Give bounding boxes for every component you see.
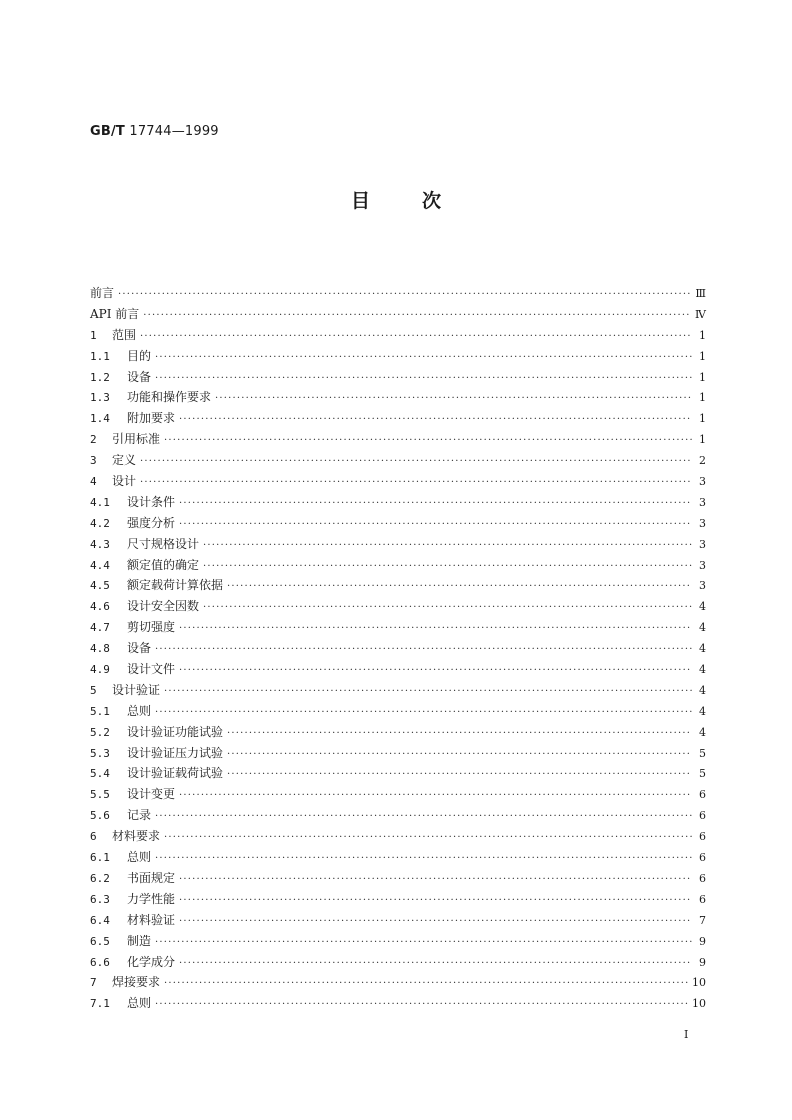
toc-entry[interactable]	[90, 681, 706, 702]
toc-entry-number: 1.2	[90, 370, 110, 384]
toc-entry-page: 1	[699, 349, 706, 363]
toc-entry-label: 强度分析	[127, 515, 176, 530]
toc-entry[interactable]	[90, 723, 706, 744]
toc-entry-page: Ⅳ	[695, 307, 706, 321]
toc-dot-leader	[155, 812, 692, 822]
toc-entry[interactable]	[90, 639, 706, 660]
toc-dot-leader	[179, 520, 692, 530]
toc-entry[interactable]	[90, 890, 706, 911]
toc-entry-label: 制造	[127, 933, 152, 948]
toc-entry[interactable]	[90, 472, 706, 493]
toc-entry-number: 7.1	[90, 997, 110, 1011]
toc-entry[interactable]	[90, 827, 706, 848]
toc-dot-leader	[227, 582, 692, 592]
toc-entry-label: 设计验证功能试验	[127, 724, 224, 739]
toc-entry-page: 4	[699, 683, 706, 697]
toc-dot-leader	[164, 979, 688, 989]
toc-entry-number: 4.4	[90, 558, 110, 572]
toc-entry[interactable]	[90, 305, 706, 326]
toc-dot-leader	[179, 875, 692, 885]
toc-entry-number: 4.9	[90, 663, 110, 677]
toc-entry-label: 设计条件	[127, 494, 176, 509]
toc-entry-label: 设计	[112, 474, 137, 489]
toc-entry-number: 5.5	[90, 788, 110, 802]
toc-entry[interactable]	[90, 932, 706, 953]
page-title	[0, 186, 792, 213]
toc-entry-number: 4	[90, 475, 97, 489]
toc-entry-number: 2	[90, 433, 97, 447]
toc-entry[interactable]	[90, 660, 706, 681]
toc-entry[interactable]	[90, 702, 706, 723]
toc-entry-page: 6	[699, 851, 706, 865]
toc-entry-number: 1.4	[90, 412, 110, 426]
standard-number: 17744—1999	[129, 124, 219, 139]
toc-entry-page: 3	[699, 516, 706, 530]
toc-entry-page: 3	[699, 579, 706, 593]
toc-dot-leader	[155, 938, 692, 948]
toc-entry-number: 1	[90, 328, 97, 342]
toc-dot-leader	[203, 603, 692, 613]
toc-entry[interactable]	[90, 785, 706, 806]
toc-entry[interactable]	[90, 535, 706, 556]
toc-entry-page: 7	[699, 913, 706, 927]
toc-entry-label: 设计变更	[127, 787, 176, 802]
toc-dot-leader	[155, 854, 692, 864]
toc-dot-leader	[140, 478, 692, 488]
toc-entry-number: 4.2	[90, 516, 110, 530]
toc-entry-page: 1	[699, 370, 706, 384]
toc-entry-label: 剪切强度	[127, 620, 176, 635]
toc-dot-leader	[118, 290, 691, 300]
toc-entry-label: 前言	[90, 286, 115, 300]
toc-entry[interactable]	[90, 388, 706, 409]
toc-entry-label: API 前言	[90, 306, 140, 321]
toc-entry-label: 设备	[127, 641, 152, 656]
toc-entry[interactable]	[90, 451, 706, 472]
toc-entry[interactable]	[90, 347, 706, 368]
toc-entry-number: 5	[90, 683, 97, 697]
toc-entry-label: 总则	[127, 996, 152, 1011]
toc-dot-leader	[140, 457, 692, 467]
toc-dot-leader	[155, 1000, 688, 1010]
toc-entry[interactable]	[90, 764, 706, 785]
toc-entry-label: 设计验证压力试验	[127, 745, 224, 760]
toc-entry[interactable]	[90, 911, 706, 932]
toc-entry-page: 1	[699, 328, 706, 342]
toc-entry-page: 1	[699, 412, 706, 426]
toc-entry-number: 5.3	[90, 746, 110, 760]
toc-entry[interactable]	[90, 514, 706, 535]
toc-entry-page: 5	[699, 746, 706, 760]
toc-entry-label: 化学成分	[127, 954, 176, 969]
toc-dot-leader	[179, 959, 692, 969]
toc-entry[interactable]	[90, 618, 706, 639]
toc-entry-label: 引用标准	[112, 432, 161, 447]
toc-entry-number: 5.4	[90, 767, 110, 781]
toc-entry-page: 4	[699, 663, 706, 677]
toc-entry-page: 4	[699, 621, 706, 635]
toc-dot-leader	[227, 770, 692, 780]
toc-entry-page: 4	[699, 642, 706, 656]
toc-entry-number: 5.1	[90, 704, 110, 718]
toc-entry-page: 1	[699, 391, 706, 405]
toc-entry-label: 设计验证	[112, 682, 161, 697]
toc-entry-page: 4	[699, 704, 706, 718]
toc-dot-leader	[164, 833, 692, 843]
toc-entry[interactable]	[90, 576, 706, 597]
toc-entry-page: 6	[699, 809, 706, 823]
toc-entry-page: 1	[699, 433, 706, 447]
toc-dot-leader	[179, 666, 692, 676]
toc-entry-page: 10	[692, 997, 706, 1011]
toc-entry[interactable]	[90, 953, 706, 974]
toc-entry-label: 材料验证	[127, 912, 176, 927]
toc-entry-label: 记录	[127, 808, 152, 823]
toc-entry-page: 3	[699, 537, 706, 551]
toc-entry-label: 附加要求	[127, 411, 176, 426]
toc-dot-leader	[179, 499, 692, 509]
standard-header	[90, 124, 219, 139]
toc-entry-label: 范围	[112, 327, 137, 342]
toc-entry-number: 1.1	[90, 349, 110, 363]
toc-entry-page: 6	[699, 892, 706, 906]
toc-entry[interactable]	[90, 430, 706, 451]
toc-entry-label: 设备	[127, 369, 152, 384]
toc-entry-number: 3	[90, 454, 97, 468]
toc-entry-page: 3	[699, 495, 706, 509]
toc-entry-number: 6.5	[90, 934, 110, 948]
toc-entry-number: 4.3	[90, 537, 110, 551]
toc-entry-number: 6.3	[90, 892, 110, 906]
toc-entry-label: 设计安全因数	[127, 599, 200, 614]
table-of-contents	[90, 284, 706, 1015]
toc-entry-page: 9	[699, 955, 706, 969]
toc-entry[interactable]	[90, 744, 706, 765]
toc-entry[interactable]	[90, 368, 706, 389]
toc-entry-label: 定义	[112, 453, 137, 468]
toc-entry-number: 5.2	[90, 725, 110, 739]
toc-entry-label: 设计验证载荷试验	[127, 766, 224, 781]
toc-entry[interactable]	[90, 284, 706, 305]
toc-entry[interactable]	[90, 848, 706, 869]
toc-entry-page: 10	[692, 976, 706, 990]
toc-entry-number: 4.6	[90, 600, 110, 614]
toc-entry-label: 功能和操作要求	[127, 390, 212, 405]
toc-entry-page: 2	[699, 454, 706, 468]
toc-entry-label: 尺寸规格设计	[127, 536, 200, 551]
toc-entry-page: 3	[699, 558, 706, 572]
toc-entry-label: 材料要求	[112, 829, 161, 844]
toc-dot-leader	[155, 708, 692, 718]
toc-entry-label: 设计文件	[127, 662, 176, 677]
toc-entry-label: 力学性能	[127, 891, 176, 906]
page-title-char-1: 目	[350, 190, 370, 212]
toc-entry-page: 4	[699, 600, 706, 614]
toc-entry-number: 4.1	[90, 495, 110, 509]
toc-entry-number: 4.5	[90, 579, 110, 593]
toc-entry[interactable]	[90, 409, 706, 430]
toc-entry[interactable]	[90, 869, 706, 890]
toc-dot-leader	[179, 415, 692, 425]
toc-entry-page: 9	[699, 934, 706, 948]
toc-entry[interactable]	[90, 556, 706, 577]
toc-entry-page: 6	[699, 830, 706, 844]
toc-dot-leader	[203, 562, 692, 572]
toc-entry-label: 额定载荷计算依据	[127, 578, 224, 593]
toc-entry-page: 3	[699, 475, 706, 489]
toc-entry-page: 6	[699, 871, 706, 885]
toc-entry[interactable]	[90, 973, 706, 994]
toc-dot-leader	[227, 750, 692, 760]
toc-entry-page: 5	[699, 767, 706, 781]
page-number: I	[684, 1028, 689, 1041]
toc-entry-label: 额定值的确定	[127, 557, 200, 572]
toc-dot-leader	[203, 541, 692, 551]
toc-entry-number: 6.1	[90, 851, 110, 865]
toc-dot-leader	[140, 332, 692, 342]
toc-entry-number: 6.2	[90, 871, 110, 885]
toc-dot-leader	[155, 353, 692, 363]
toc-dot-leader	[155, 645, 692, 655]
toc-entry-number: 7	[90, 976, 97, 990]
toc-dot-leader	[179, 791, 692, 801]
toc-entry[interactable]	[90, 597, 706, 618]
toc-dot-leader	[215, 394, 692, 404]
toc-dot-leader	[143, 311, 691, 321]
toc-dot-leader	[155, 374, 692, 384]
toc-entry-label: 焊接要求	[112, 975, 161, 990]
toc-entry-number: 6.4	[90, 913, 110, 927]
toc-entry-page: Ⅲ	[695, 287, 706, 300]
toc-dot-leader	[179, 896, 692, 906]
toc-dot-leader	[227, 729, 692, 739]
toc-entry-number: 1.3	[90, 391, 110, 405]
toc-entry-label: 目的	[127, 348, 152, 363]
standard-code: GB/T	[90, 124, 125, 139]
toc-dot-leader	[179, 917, 692, 927]
toc-entry-number: 6	[90, 830, 97, 844]
toc-entry-page: 4	[699, 725, 706, 739]
toc-entry[interactable]	[90, 994, 706, 1015]
toc-dot-leader	[179, 624, 692, 634]
toc-dot-leader	[164, 436, 692, 446]
toc-entry[interactable]	[90, 806, 706, 827]
page-title-char-2: 次	[422, 190, 442, 212]
toc-entry-number: 6.6	[90, 955, 110, 969]
toc-entry-number: 5.6	[90, 809, 110, 823]
toc-entry-number: 4.7	[90, 621, 110, 635]
toc-entry-label: 书面规定	[127, 870, 176, 885]
toc-entry-page: 6	[699, 788, 706, 802]
toc-entry-number: 4.8	[90, 642, 110, 656]
toc-entry-label: 总则	[127, 703, 152, 718]
toc-dot-leader	[164, 687, 692, 697]
toc-entry-label: 总则	[127, 850, 152, 865]
toc-entry[interactable]	[90, 326, 706, 347]
toc-entry[interactable]	[90, 493, 706, 514]
